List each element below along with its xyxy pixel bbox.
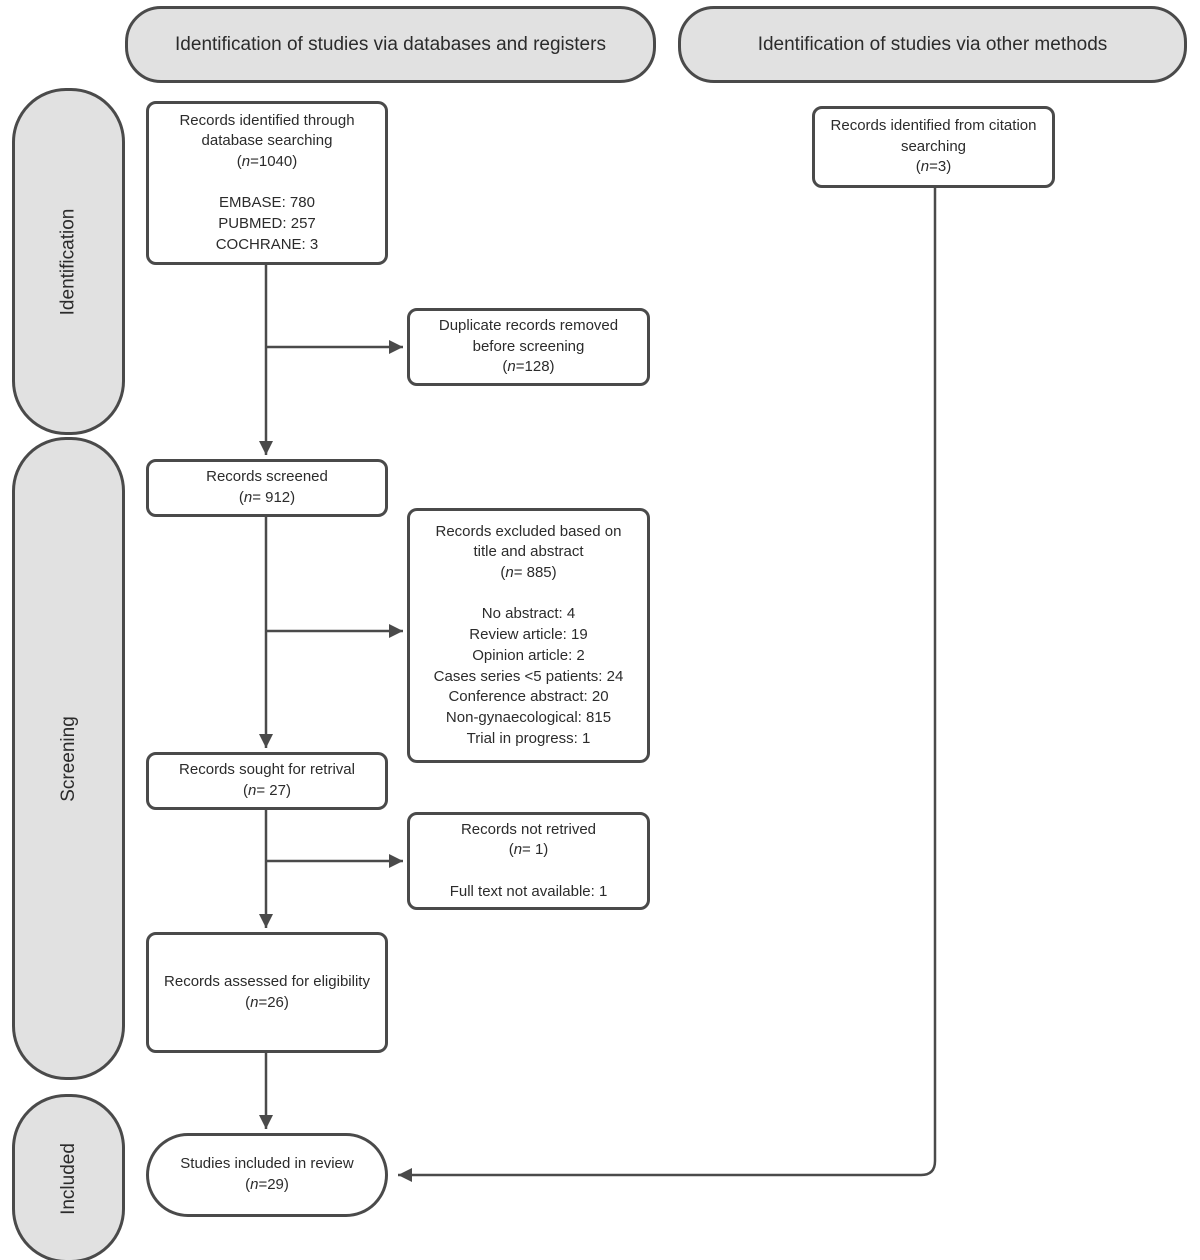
box-records-screened-text: Records screened (n= 912) [206, 468, 328, 506]
stage-identification [12, 88, 125, 435]
box-records-identified-databases [146, 101, 388, 265]
box-records-assessed-eligibility [146, 932, 388, 1053]
box-records-excluded [407, 508, 650, 763]
box-records-identified-databases-text: Records identified through database searching (n=1040) EMBASE: 780 PUBMED: 257 COCHRANE: 3 [179, 111, 355, 253]
box-records-identified-citation [812, 106, 1055, 188]
box-records-screened [146, 459, 388, 517]
box-studies-included-review-text: Studies included in review (n=29) [180, 1155, 354, 1193]
stage-screening [12, 437, 125, 1080]
stage-included-label: Included [57, 1142, 79, 1215]
stage-screening-label: Screening [57, 715, 79, 802]
stage-identification-label: Identification [57, 208, 79, 315]
header-other-methods-label: Identification of studies via other methods [757, 33, 1108, 55]
box-records-excluded-text: Records excluded based on title and abstract (n= 885) No abstract: 4 Review article: 19 Opinion article: 2 Cases series <5 patients: 24 Conference abstract: 20 Non-gynaecological: 815 Trial in progress: 1 [433, 522, 624, 747]
header-databases-registers [125, 6, 656, 83]
box-records-sought-retrieval-text: Records sought for retrival (n= 27) [179, 761, 355, 799]
header-other-methods [678, 6, 1187, 83]
box-records-sought-retrieval [146, 752, 388, 810]
box-records-assessed-eligibility-text: Records assessed for eligibility (n=26) [164, 972, 370, 1011]
box-studies-included-review [146, 1133, 388, 1217]
box-duplicates-removed [407, 308, 650, 386]
box-records-not-retrieved [407, 812, 650, 910]
stage-included [12, 1094, 125, 1260]
box-records-not-retrieved-text: Records not retrived (n= 1) Full text not available: 1 [449, 820, 608, 900]
box-records-identified-citation-text: Records identified from citation searching (n=3) [830, 116, 1037, 176]
box-duplicates-removed-text: Duplicate records removed before screening (n=128) [438, 316, 619, 376]
header-databases-registers-label: Identification of studies via databases and registers [175, 33, 606, 55]
